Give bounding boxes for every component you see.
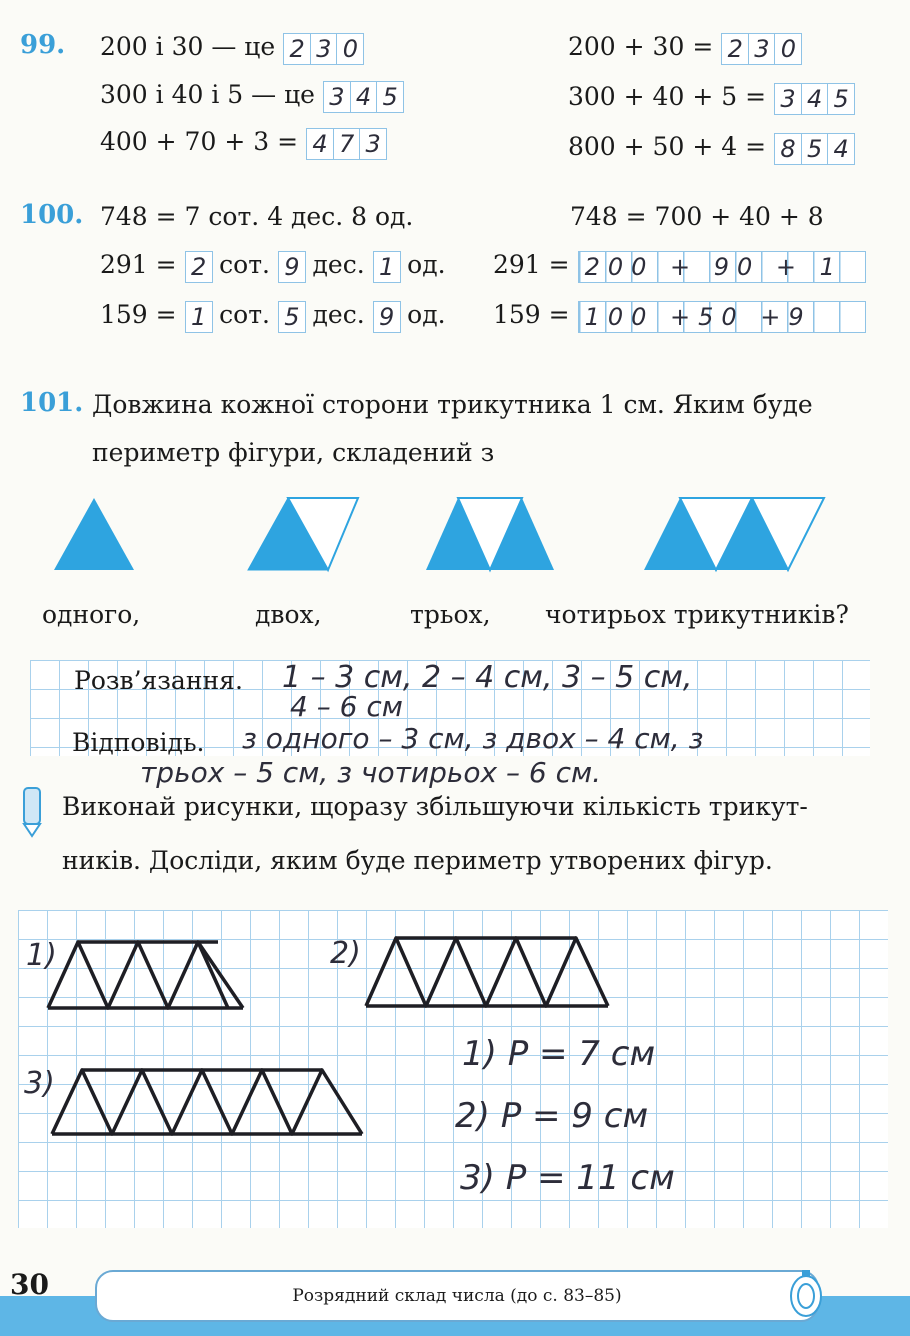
figure-two-triangles (248, 498, 358, 570)
answer-digit-box[interactable]: 2 (721, 33, 749, 65)
unit-units: од. (407, 300, 446, 329)
answer-digit-box[interactable]: 8 (774, 133, 802, 165)
ex100-row3-right-answer[interactable]: 100 +50 +9 (578, 301, 866, 333)
ex99-row3-right-text: 800 + 50 + 4 = (568, 132, 767, 161)
ex99-row1-right-answer[interactable] (721, 32, 801, 65)
sketch-2-triangles (366, 938, 608, 1006)
ex100-row3-units-box[interactable]: 9 (373, 301, 401, 333)
answer-digit-box[interactable]: 4 (350, 81, 378, 113)
unit-tens: дес. (312, 300, 365, 329)
answer-digit-box[interactable]: 2 (283, 33, 311, 65)
perimeter-1: 1) P = 7 см (462, 1034, 656, 1074)
label-three: трьох, (410, 600, 491, 629)
answer-digit-box[interactable]: 3 (323, 81, 351, 113)
triangle-figures (40, 490, 840, 580)
label-four: чотирьох трикутників? (545, 600, 849, 629)
ex100-row3-left (100, 300, 446, 333)
ex100-row2-hundreds-box[interactable]: 2 (185, 251, 213, 283)
ex100-row2-right-answer[interactable]: 200 + 90 + 1 (578, 251, 866, 283)
task-line1: Виконай рисунки, щоразу збільшуючи кількість трикут- (62, 792, 808, 821)
answer-digit-box[interactable]: 3 (774, 83, 802, 115)
sketch-3-triangles (52, 1070, 362, 1134)
answer-digit-box[interactable]: 5 (801, 133, 829, 165)
answer-digit-box[interactable]: 4 (827, 133, 855, 165)
task-line2: ників. Досліди, яким буде периметр утворених фігур. (62, 846, 773, 875)
answer-digit-box[interactable]: 7 (333, 128, 361, 160)
ex99-row2-right (568, 82, 854, 115)
unit-tens: дес. (312, 250, 365, 279)
figure-three-triangles (426, 498, 554, 570)
exercise-101-number: 101. (20, 388, 84, 418)
pencil-icon (18, 786, 48, 838)
figure-one-triangle (54, 498, 134, 570)
ex100-row1-right: 748 = 700 + 40 + 8 (570, 202, 824, 231)
ex100-row3-right (493, 300, 866, 333)
unit-hundreds: сот. (219, 250, 270, 279)
answer-digit-box[interactable]: 0 (774, 33, 802, 65)
ex99-row2-right-text: 300 + 40 + 5 = (568, 82, 767, 111)
drawing-sketches (18, 910, 888, 1228)
sketch-label-2: 2) (330, 936, 361, 971)
ex99-row3-right-answer[interactable] (774, 132, 854, 165)
label-two: двох, (255, 600, 322, 629)
ex99-row1-right (568, 32, 801, 65)
sketch-label-3: 3) (24, 1066, 55, 1101)
figure-four-triangles (644, 498, 824, 570)
answer-handwriting-2: трьох – 5 см, з чотирьох – 6 см. (140, 756, 602, 789)
perimeter-2: 2) P = 9 см (455, 1096, 649, 1136)
ex100-row3-right-prefix: 159 = (493, 300, 570, 329)
ex101-line1: Довжина кожної сторони трикутника 1 см. Яким буде (92, 390, 813, 419)
answer-digit-box[interactable]: 5 (827, 83, 855, 115)
answer-digit-box[interactable]: 3 (310, 33, 338, 65)
ex99-row3-left-text: 400 + 70 + 3 = (100, 127, 299, 156)
ex99-row2-left (100, 80, 403, 113)
solution-handwriting-1: 1 – 3 см, 2 – 4 см, 3 – 5 см, (282, 660, 693, 695)
ex99-row3-left (100, 127, 386, 160)
ex99-row2-left-text: 300 і 40 і 5 — це (100, 80, 315, 109)
ex99-row1-right-text: 200 + 30 = (568, 32, 714, 61)
ex99-row1-left (100, 32, 363, 65)
ex100-row2-prefix: 291 = (100, 250, 177, 279)
ex99-row1-left-text: 200 і 30 — це (100, 32, 276, 61)
solution-label: Розв’язання. (74, 666, 243, 695)
footer-title: Розрядний склад числа (до с. 83–85) (95, 1270, 819, 1322)
ex99-row3-left-answer[interactable] (306, 127, 386, 160)
ex100-row2-right (493, 250, 866, 283)
answer-digit-box[interactable]: 4 (801, 83, 829, 115)
ex99-row1-left-answer[interactable] (283, 32, 363, 65)
answer-digit-box[interactable]: 0 (336, 33, 364, 65)
answer-digit-box[interactable]: 4 (306, 128, 334, 160)
sketch-label-1: 1) (26, 938, 57, 973)
answer-digit-box[interactable]: 3 (359, 128, 387, 160)
ex100-row2-left (100, 250, 446, 283)
ex100-row2-tens-box[interactable]: 9 (278, 251, 306, 283)
unit-hundreds: сот. (219, 300, 270, 329)
ex100-row2-units-box[interactable]: 1 (373, 251, 401, 283)
ex100-row2-right-prefix: 291 = (493, 250, 570, 279)
answer-digit-box[interactable]: 3 (748, 33, 776, 65)
ex100-row3-prefix: 159 = (100, 300, 177, 329)
ex100-row1-left: 748 = 7 сот. 4 дес. 8 од. (100, 202, 414, 231)
ex99-row2-left-answer[interactable] (323, 80, 403, 113)
page-number: 30 (10, 1268, 49, 1301)
ex100-row3-hundreds-box[interactable]: 1 (185, 301, 213, 333)
answer-digit-box[interactable]: 5 (376, 81, 404, 113)
exercise-99-number: 99. (20, 30, 66, 60)
ex101-line2: периметр фігури, складений з (92, 438, 495, 467)
exercise-100-number: 100. (20, 200, 84, 230)
answer-handwriting-1: з одного – 3 см, з двох – 4 см, з (242, 722, 704, 755)
unit-units: од. (407, 250, 446, 279)
solution-handwriting-2: 4 – 6 см (290, 690, 403, 723)
stopwatch-icon (786, 1266, 826, 1322)
ex100-row3-tens-box[interactable]: 5 (278, 301, 306, 333)
sketch-1-triangles (48, 942, 243, 1008)
label-one: одного, (42, 600, 141, 629)
perimeter-3: 3) P = 11 см (460, 1158, 675, 1198)
answer-label: Відповідь. (72, 728, 205, 757)
ex99-row2-right-answer[interactable] (774, 82, 854, 115)
ex99-row3-right (568, 132, 854, 165)
